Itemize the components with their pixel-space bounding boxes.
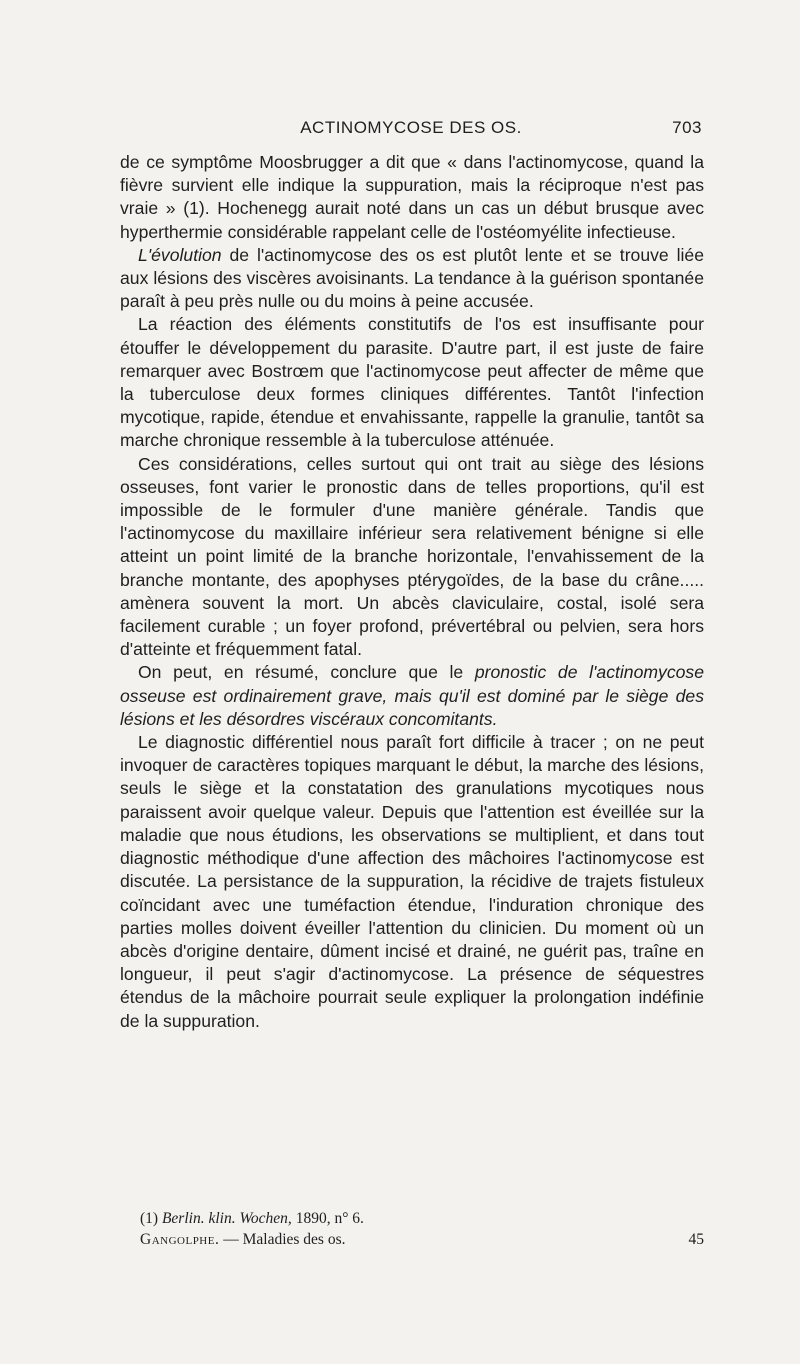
- footnote-marker: (1): [140, 1210, 159, 1227]
- paragraph-diagnosis: Le diagnostic différentiel nous paraît fort difficile à tracer ; on ne peut invoquer de caractères topiques marquant le début, la marche des lésions, seuls le siège et la constatation des granulations mycotiques nous paraissent avoir quelque valeur. Depuis que l'attention est éveillée sur la maladie que nous étudions, les observations se multiplient, et dans tout diagnostic méthodique d'une affection des mâchoires l'actinomycose est discutée. La persistance de la suppuration, la récidive de trajets fistuleux coïncidant avec une tuméfaction étendue, l'induration chronique des parties molles doivent éveiller l'attention du clinicien. Du moment où un abcès d'origine dentaire, dûment incisé et drainé, ne guérit pas, traîne en longueur, il peut s'agir d'actinomycose. La présence de séquestres étendus de la mâchoire pourrait seule expliquer la prolongation indéfinie de la suppuration.: [120, 732, 704, 1031]
- footnote-reference: [120, 1208, 704, 1229]
- running-header: [120, 118, 702, 142]
- footnote: [120, 1208, 704, 1250]
- running-title: ACTINOMYCOSE DES OS.: [300, 118, 522, 137]
- evolution-term: L'évolution: [138, 244, 222, 265]
- paragraph-fever: de ce symptôme Moosbrugger a dit que « dans l'actinomycose, quand la fièvre survient elle indique la suppuration, mais la réciproque n'est pas vraie » (1). Hochenegg aurait noté dans un cas un début brusque avec hyperthermie considérable rappelant celle de l'ostéomyélite infectieuse.: [120, 152, 704, 242]
- footnote-details: 1890, n° 6.: [295, 1210, 364, 1227]
- prognosis-statement: pronostic de l'actinomycose osseuse est ordinairement grave, mais qu'il est dominé par le siège des lésions et les désordres viscéraux concomitants.: [120, 662, 704, 729]
- sheet-number: 45: [688, 1231, 704, 1248]
- footnote-citation: Berlin. klin. Wochen,: [161, 1210, 292, 1227]
- paragraph-considerations: Ces considérations, celles surtout qui ont trait au siège des lésions osseuses, font varier le pronostic dans de telles proportions, qu'il est impossible de le formuler d'une manière générale. Tandis que l'actinomycose du maxillaire inférieur sera relativement bénigne si elle atteint un point limité de la branche horizontale, l'envahissement de la branche montante, des apophyses ptérygoïdes, de la base du crâne..... amènera souvent la mort. Un abcès claviculaire, costal, isolé sera facilement curable ; un foyer profond, prévertébral ou pelvien, sera hors d'atteinte et fréquemment fatal.: [120, 453, 704, 660]
- paragraph-evolution: L'évolution de l'actinomycose des os est plutôt lente et se trouve liée aux lésions des viscères avoisinants. La tendance à la guérison spontanée paraît à peu près nulle ou du moins à peine accusée.: [120, 244, 704, 312]
- body-text: [120, 151, 704, 1033]
- signature-author: Gangolphe.: [140, 1231, 220, 1248]
- page-number: 703: [672, 118, 702, 137]
- paragraph-reaction: La réaction des éléments constitutifs de l'os est insuffisante pour étouffer le développement du parasite. D'autre part, il est juste de faire remarquer avec Bostrœm que l'actinomycose peut affecter de même que la tuberculose deux formes cliniques différentes. Tantôt l'infection mycotique, rapide, étendue et envahissante, rappelle la granulie, tantôt sa marche chronique ressemble à la tuberculose atténuée.: [120, 314, 704, 451]
- signature-title: — Maladies des os.: [223, 1231, 346, 1248]
- paragraph-prognosis-summary: On peut, en résumé, conclure que le pronostic de l'actinomycose osseuse est ordinairement grave, mais qu'il est dominé par le siège des lésions et les désordres viscéraux concomitants.: [120, 662, 704, 729]
- printer-signature: [120, 1229, 704, 1250]
